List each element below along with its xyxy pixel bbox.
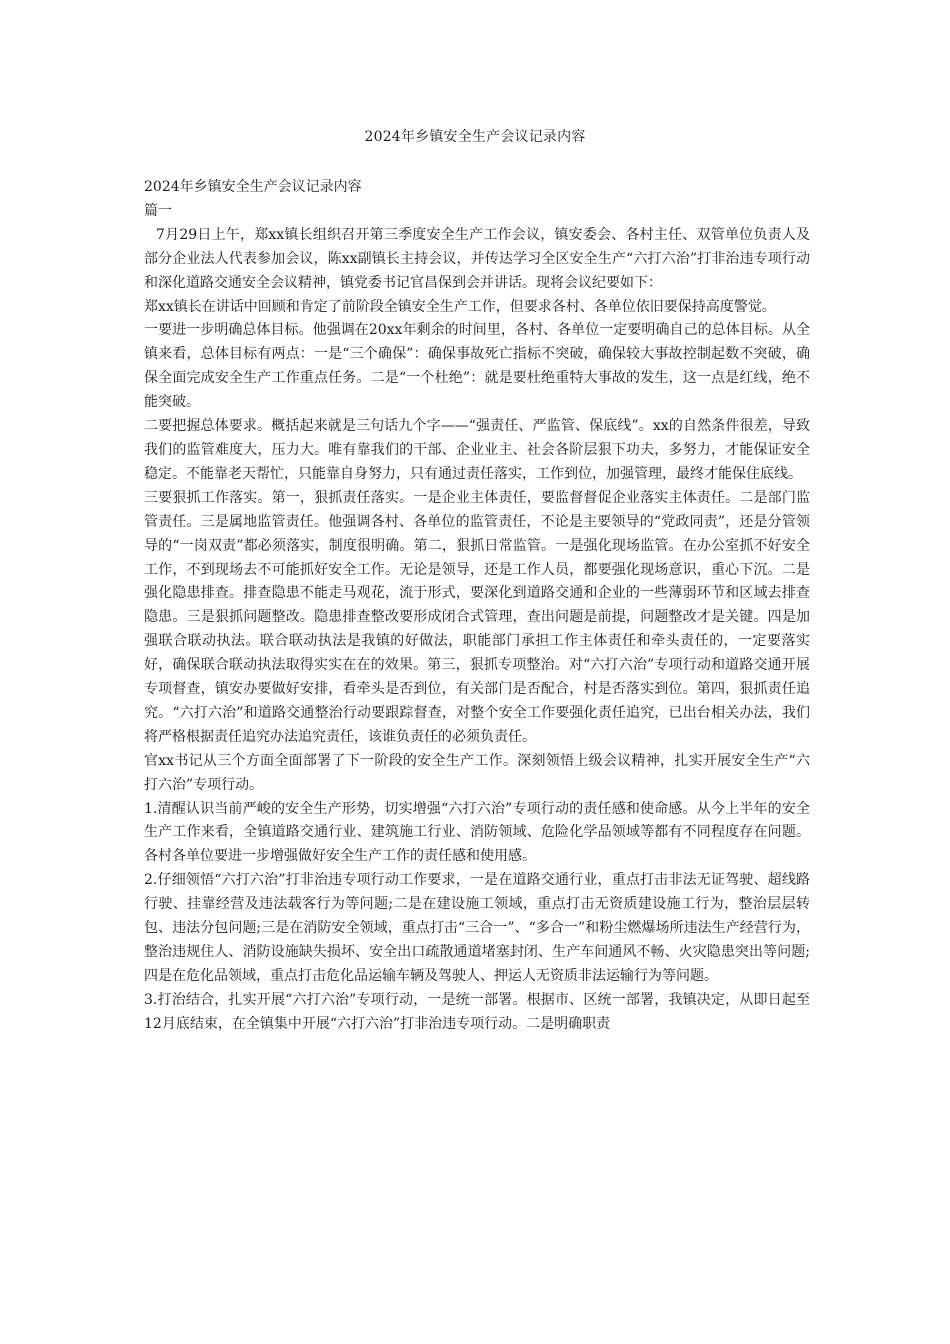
paragraph: 官xx书记从三个方面全面部署了下一阶段的安全生产工作。深刻领悟上级会议精神，扎实开展安全生产“六打六治”专项行动。 <box>144 752 810 793</box>
paragraph: 7月29日上午，郑xx镇长组织召开第三季度安全生产工作会议，镇安委会、各村主任、双管单位负责人及部分企业法人代表参加会议，陈xx副镇长主持会议，并传达学习全区安全生产“六打六治”打非治违专项行动和深化道路交通安全会议精神，镇党委书记官昌保到会并讲话。现将会议纪要如下： <box>144 226 810 291</box>
paragraph: 三要狠抓工作落实。第一，狠抓责任落实。一是企业主体责任，要监督督促企业落实主体责任。二是部门监管责任。三是属地监管责任。他强调各村、各单位的监管责任，不论是主要领导的“党政同责”，还是分管领导的“一岗双责”都必须落实，制度很明确。第二，狠抓日常监管。一是强化现场监管。在办公室抓不好安全工作，不到现场去不可能抓好安全工作。无论是领导，还是工作人员，都要强化现场意识，重心下沉。二是强化隐患排查。排查隐患不能走马观花，流于形式，要深化到道路交通和企业的一些薄弱环节和区域去排查隐患。三是狠抓问题整改。隐患排查整改要形成闭合式管理，查出问题是前提，问题整改才是关键。四是加强联合联动执法。联合联动执法是我镇的好做法，职能部门承担工作主体责任和牵头责任的，一定要落实好，确保联合联动执法取得实实在在的效果。第三，狠抓专项整治。对“六打六治”专项行动和道路交通开展专项督查，镇安办要做好安排，看牵头是否到位，有关部门是否配合，村是否落实到位。第四，狠抓责任追究。“六打六治”和道路交通整治行动要跟踪督查，对整个安全工作要强化责任追究，已出台相关办法，我们将严格根据责任追究办法追究责任，该谁负责任的必须负责任。 <box>144 489 810 745</box>
paragraph: 郑xx镇长在讲话中回顾和肯定了前阶段全镇安全生产工作，但要求各村、各单位依旧要保持高度警觉。 <box>144 298 776 315</box>
paragraph: 2.仔细领悟“六打六治”打非治违专项行动工作要求，一是在道路交通行业，重点打击非法无证驾驶、超线路行驶、挂靠经营及违法载客行为等问题;二是在建设施工领域，重点打击无资质建设施工行为，整治层层转包、违法分包问题;三是在消防安全领域，重点打击“三合一”、“多合一”和粉尘燃爆场所违法生产经营行为，整治违规住人、消防设施缺失损坏、安全出口疏散通道堵塞封闭、生产车间通风不畅、火灾隐患突出等问题;四是在危化品领域，重点打击危化品运输车辆及驾驶人、押运人无资质非法运输行为等问题。 <box>144 872 810 984</box>
paragraph: 一要进一步明确总体目标。他强调在20xx年剩余的时间里，各村、各单位一定要明确自己的总体目标。从全镇来看，总体目标有两点：一是“三个确保”：确保事故死亡指标不突破，确保较大事故控制起数不突破，确保全面完成安全生产工作重点任务。二是“一个杜绝”：就是要杜绝重特大事故的发生，这一点是红线，绝不能突破。 <box>144 322 810 411</box>
section-label: 篇一 <box>144 202 172 219</box>
paragraph: 3.打治结合，扎实开展“六打六治”专项行动，一是统一部署。根据市、区统一部署，我镇决定，从即日起至12月底结束，在全镇集中开展“六打六治”打非治违专项行动。二是明确职责 <box>144 991 810 1032</box>
document-title: 2024年乡镇安全生产会议记录内容 <box>364 129 586 145</box>
paragraph: 二要把握总体要求。概括起来就是三句话九个字——“强责任、严监管、保底线”。xx的自然条件很差，导致我们的监管难度大，压力大。唯有靠我们的干部、企业业主、社会各阶层狠下功夫，多努力，才能保证安全稳定。不能靠老天帮忙，只能靠自身努力，只有通过责任落实，工作到位，加强管理，最终才能保住底线。 <box>144 418 810 482</box>
subtitle: 2024年乡镇安全生产会议记录内容 <box>144 179 362 195</box>
document-body <box>144 176 810 1037</box>
paragraph: 1.清醒认识当前严峻的安全生产形势，切实增强“六打六治”专项行动的责任感和使命感。从今上半年的安全生产工作来看，全镇道路交通行业、建筑施工行业、消防领域、危险化学品领域等都有不同程度存在问题。各村各单位要进一步增强做好安全生产工作的责任感和使用感。 <box>144 800 810 865</box>
